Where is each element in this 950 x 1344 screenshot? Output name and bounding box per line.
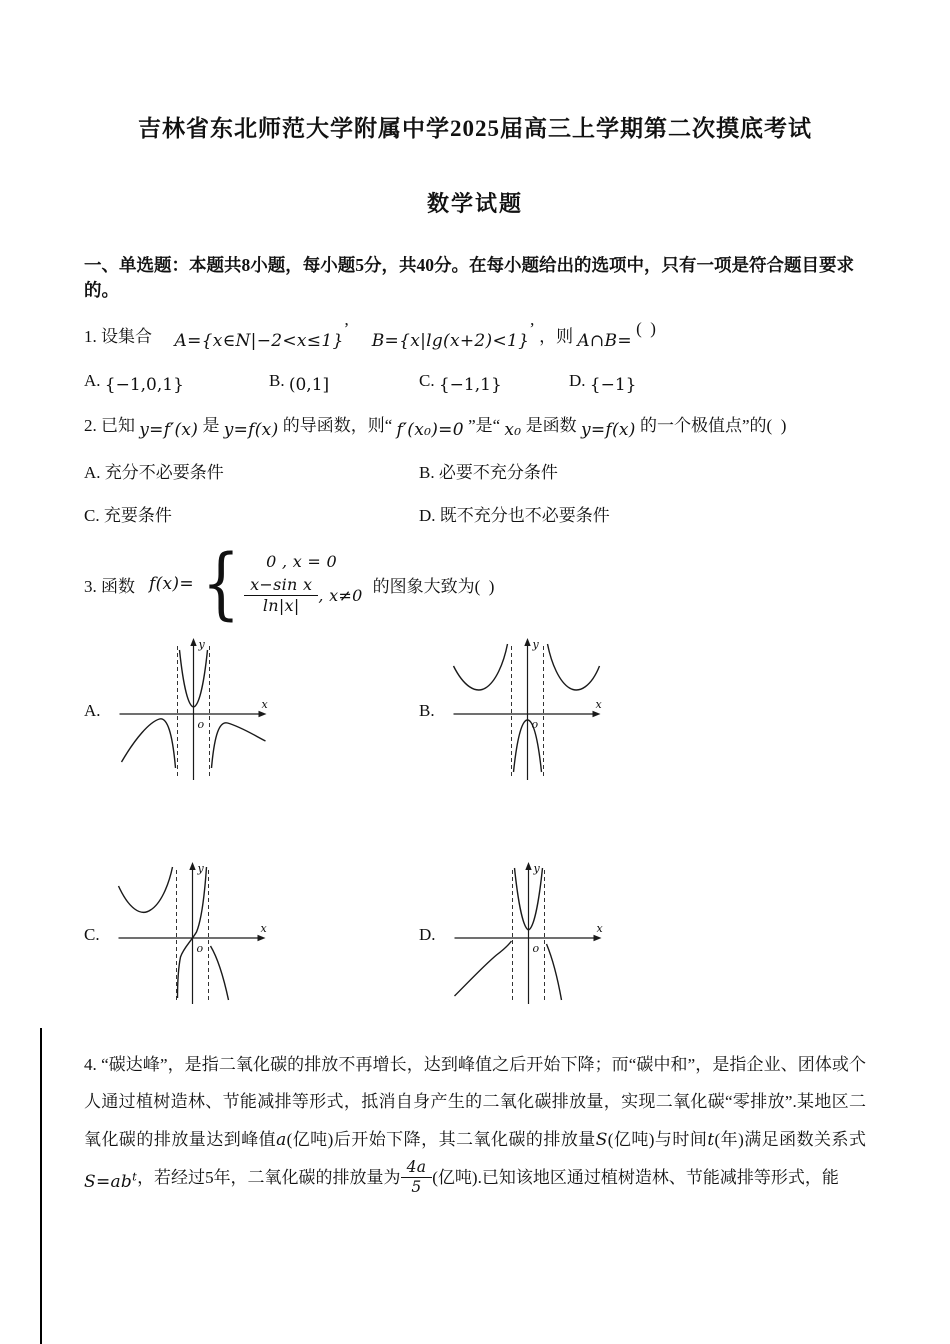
q4-number: 5 (205, 1168, 214, 1188)
graph-option-a (84, 636, 419, 786)
option-value: {−1,0,1} (104, 375, 184, 395)
q4-text: 年，二氧化碳的排放量为 (213, 1168, 401, 1188)
y-axis-label: y (533, 862, 540, 875)
q1-answer-blank: ( ) (636, 319, 656, 338)
q4-text: (亿吨).已知该地区通过植树造林、节能减排等形式，能 (432, 1168, 839, 1188)
q2-text: 2. 已知 (84, 416, 135, 435)
q4-text: (年)满足函数关系式 (714, 1129, 866, 1149)
curve (454, 941, 511, 996)
q1-then: ，则 (539, 327, 574, 346)
q2-option-d (419, 501, 866, 526)
option-label: C. (419, 371, 435, 390)
graph-option-c (84, 860, 419, 1010)
x-axis-label: x (261, 698, 268, 711)
q1-option-a (84, 371, 269, 395)
piecewise-condition: , x≠0 (318, 586, 363, 605)
q4-text: (亿吨)后开始下降，其二氧化碳的排放量 (286, 1129, 596, 1149)
origin-label: o (196, 942, 203, 955)
section-1-header: 一、单选题：本题共8小题，每小题5分，共40分。在每小题给出的选项中，只有一项是符合题目要求的。 (84, 255, 854, 300)
q4-math: t (707, 1129, 715, 1150)
left-border-line (40, 1028, 42, 1344)
q4-math: S (595, 1129, 608, 1150)
question-2-options (84, 458, 866, 526)
option-label: B. (269, 371, 285, 390)
option-label: D. (569, 371, 586, 390)
q4-math: a (276, 1129, 287, 1150)
piecewise-case-2 (244, 575, 363, 616)
curve (546, 944, 561, 1000)
q2-math: x₀ (504, 420, 522, 440)
y-axis-arrow-icon (525, 862, 531, 870)
y-axis-label: y (532, 638, 539, 651)
origin-label: o (197, 718, 204, 731)
curve (547, 644, 599, 690)
q2-math: f′(x₀)=0 (396, 420, 464, 440)
q3-function: f(x)= (149, 574, 194, 594)
graph-label: C. (84, 925, 100, 944)
graph-c-figure (110, 860, 275, 1010)
piecewise-cases (244, 552, 363, 616)
q3-suffix: 的图象大致为( ) (372, 576, 495, 596)
graph-d-figure (446, 860, 611, 1010)
page-title: 吉林省东北师范大学附属中学2025届高三上学期第二次摸底考试 (138, 116, 812, 141)
y-axis-arrow-icon (190, 638, 196, 646)
curve (118, 867, 172, 912)
graph-label: D. (419, 925, 436, 944)
q2-text: 是函数 (525, 416, 577, 435)
question-1-options (84, 371, 866, 395)
graph-b-figure (445, 636, 610, 786)
question-4 (84, 1046, 866, 1198)
option-value: {−1,1} (438, 375, 502, 395)
x-axis-label: x (596, 922, 603, 935)
q2-option-a (84, 458, 419, 483)
option-value: 充分不必要条件 (104, 463, 224, 482)
question-3-graphs (84, 636, 866, 1010)
x-axis-arrow-icon (257, 935, 265, 941)
option-label: A. (84, 463, 101, 482)
curve (211, 723, 265, 768)
curve (121, 719, 175, 768)
graph-option-b (419, 636, 866, 786)
y-axis-label: y (198, 638, 205, 651)
q2-math: y=f′(x) (139, 420, 199, 440)
option-value: 既不充分也不必要条件 (439, 506, 610, 525)
q4-text: (亿吨)与时间 (607, 1129, 708, 1149)
option-label: A. (84, 371, 101, 390)
q4-text: ，若经过 (137, 1168, 206, 1188)
fraction-numerator: x−sin x (250, 575, 313, 594)
y-axis-arrow-icon (189, 862, 195, 870)
graph-label: A. (84, 701, 101, 720)
option-value: 充要条件 (103, 506, 172, 525)
q2-text: 的导函数，则“ (282, 416, 393, 435)
q4-math: S=ab (84, 1172, 133, 1193)
fraction-numerator: 4a (406, 1158, 427, 1177)
q1-option-c (419, 371, 569, 395)
exam-subtitle: 数学试题 (426, 191, 523, 216)
q2-text: 是 (202, 416, 220, 435)
q2-text: 的一个极值点”的( ) (639, 416, 787, 435)
graph-option-d (419, 860, 866, 1010)
q2-option-c (84, 501, 419, 526)
question-3-stem (84, 538, 866, 630)
fraction (401, 1158, 433, 1196)
q4-exponent: t (132, 1169, 138, 1184)
piecewise-brace: { (201, 538, 241, 630)
x-axis-arrow-icon (593, 935, 601, 941)
origin-label: o (532, 942, 539, 955)
q2-math: y=f(x) (223, 420, 279, 440)
graph-label: B. (419, 701, 435, 720)
q2-text: ”是“ (468, 416, 501, 435)
q2-math: y=f(x) (580, 420, 636, 440)
q1-tick-2: ’ (529, 319, 535, 338)
q1-expression: A∩B= (577, 331, 632, 351)
q4-text: 4. “碳达峰”，是指二氧化碳的排放不再增长，达到峰值之后开始下降；而“碳中和”，是指企业、团体或个人通过植树造林、节能减排等形式，抵消自身产生的二氧化碳排放量，实现二氧化碳“零排放”.某地区二氧化碳的排放量达到峰值 (84, 1055, 866, 1149)
curve (453, 644, 507, 690)
q1-set-b: B={x|lg(x+2)<1} (371, 331, 530, 351)
y-axis-arrow-icon (524, 638, 530, 646)
question-2-stem (84, 411, 866, 440)
q1-set-a: A={x∈N|−2<x≤1} (174, 331, 344, 351)
option-label: C. (84, 506, 100, 525)
curve (210, 946, 228, 1000)
option-value: {−1} (589, 375, 637, 395)
piecewise-case-1: 0 , x = 0 (266, 552, 337, 571)
x-axis-arrow-icon (258, 711, 266, 717)
fraction (244, 575, 318, 616)
q1-option-d (569, 371, 866, 395)
x-axis-label: x (260, 922, 267, 935)
option-label: B. (419, 463, 435, 482)
option-label: D. (419, 506, 436, 525)
q1-prefix: 1. 设集合 (84, 327, 152, 346)
q3-text: 3. 函数 (84, 576, 135, 596)
option-value: 必要不充分条件 (438, 463, 558, 482)
x-axis-arrow-icon (592, 711, 600, 717)
q4-formula (84, 1163, 137, 1201)
fraction-denominator: 5 (401, 1177, 433, 1197)
option-value: (0,1] (288, 375, 330, 395)
fraction-denominator: ln|x| (244, 595, 318, 616)
q1-option-b (269, 371, 419, 395)
y-axis-label: y (197, 862, 204, 875)
graph-a-figure (111, 636, 276, 786)
q1-tick-1: ’ (343, 319, 350, 338)
origin-label: o (531, 718, 538, 731)
x-axis-label: x (595, 698, 602, 711)
q2-option-b (419, 458, 866, 483)
question-1-stem (84, 319, 866, 351)
